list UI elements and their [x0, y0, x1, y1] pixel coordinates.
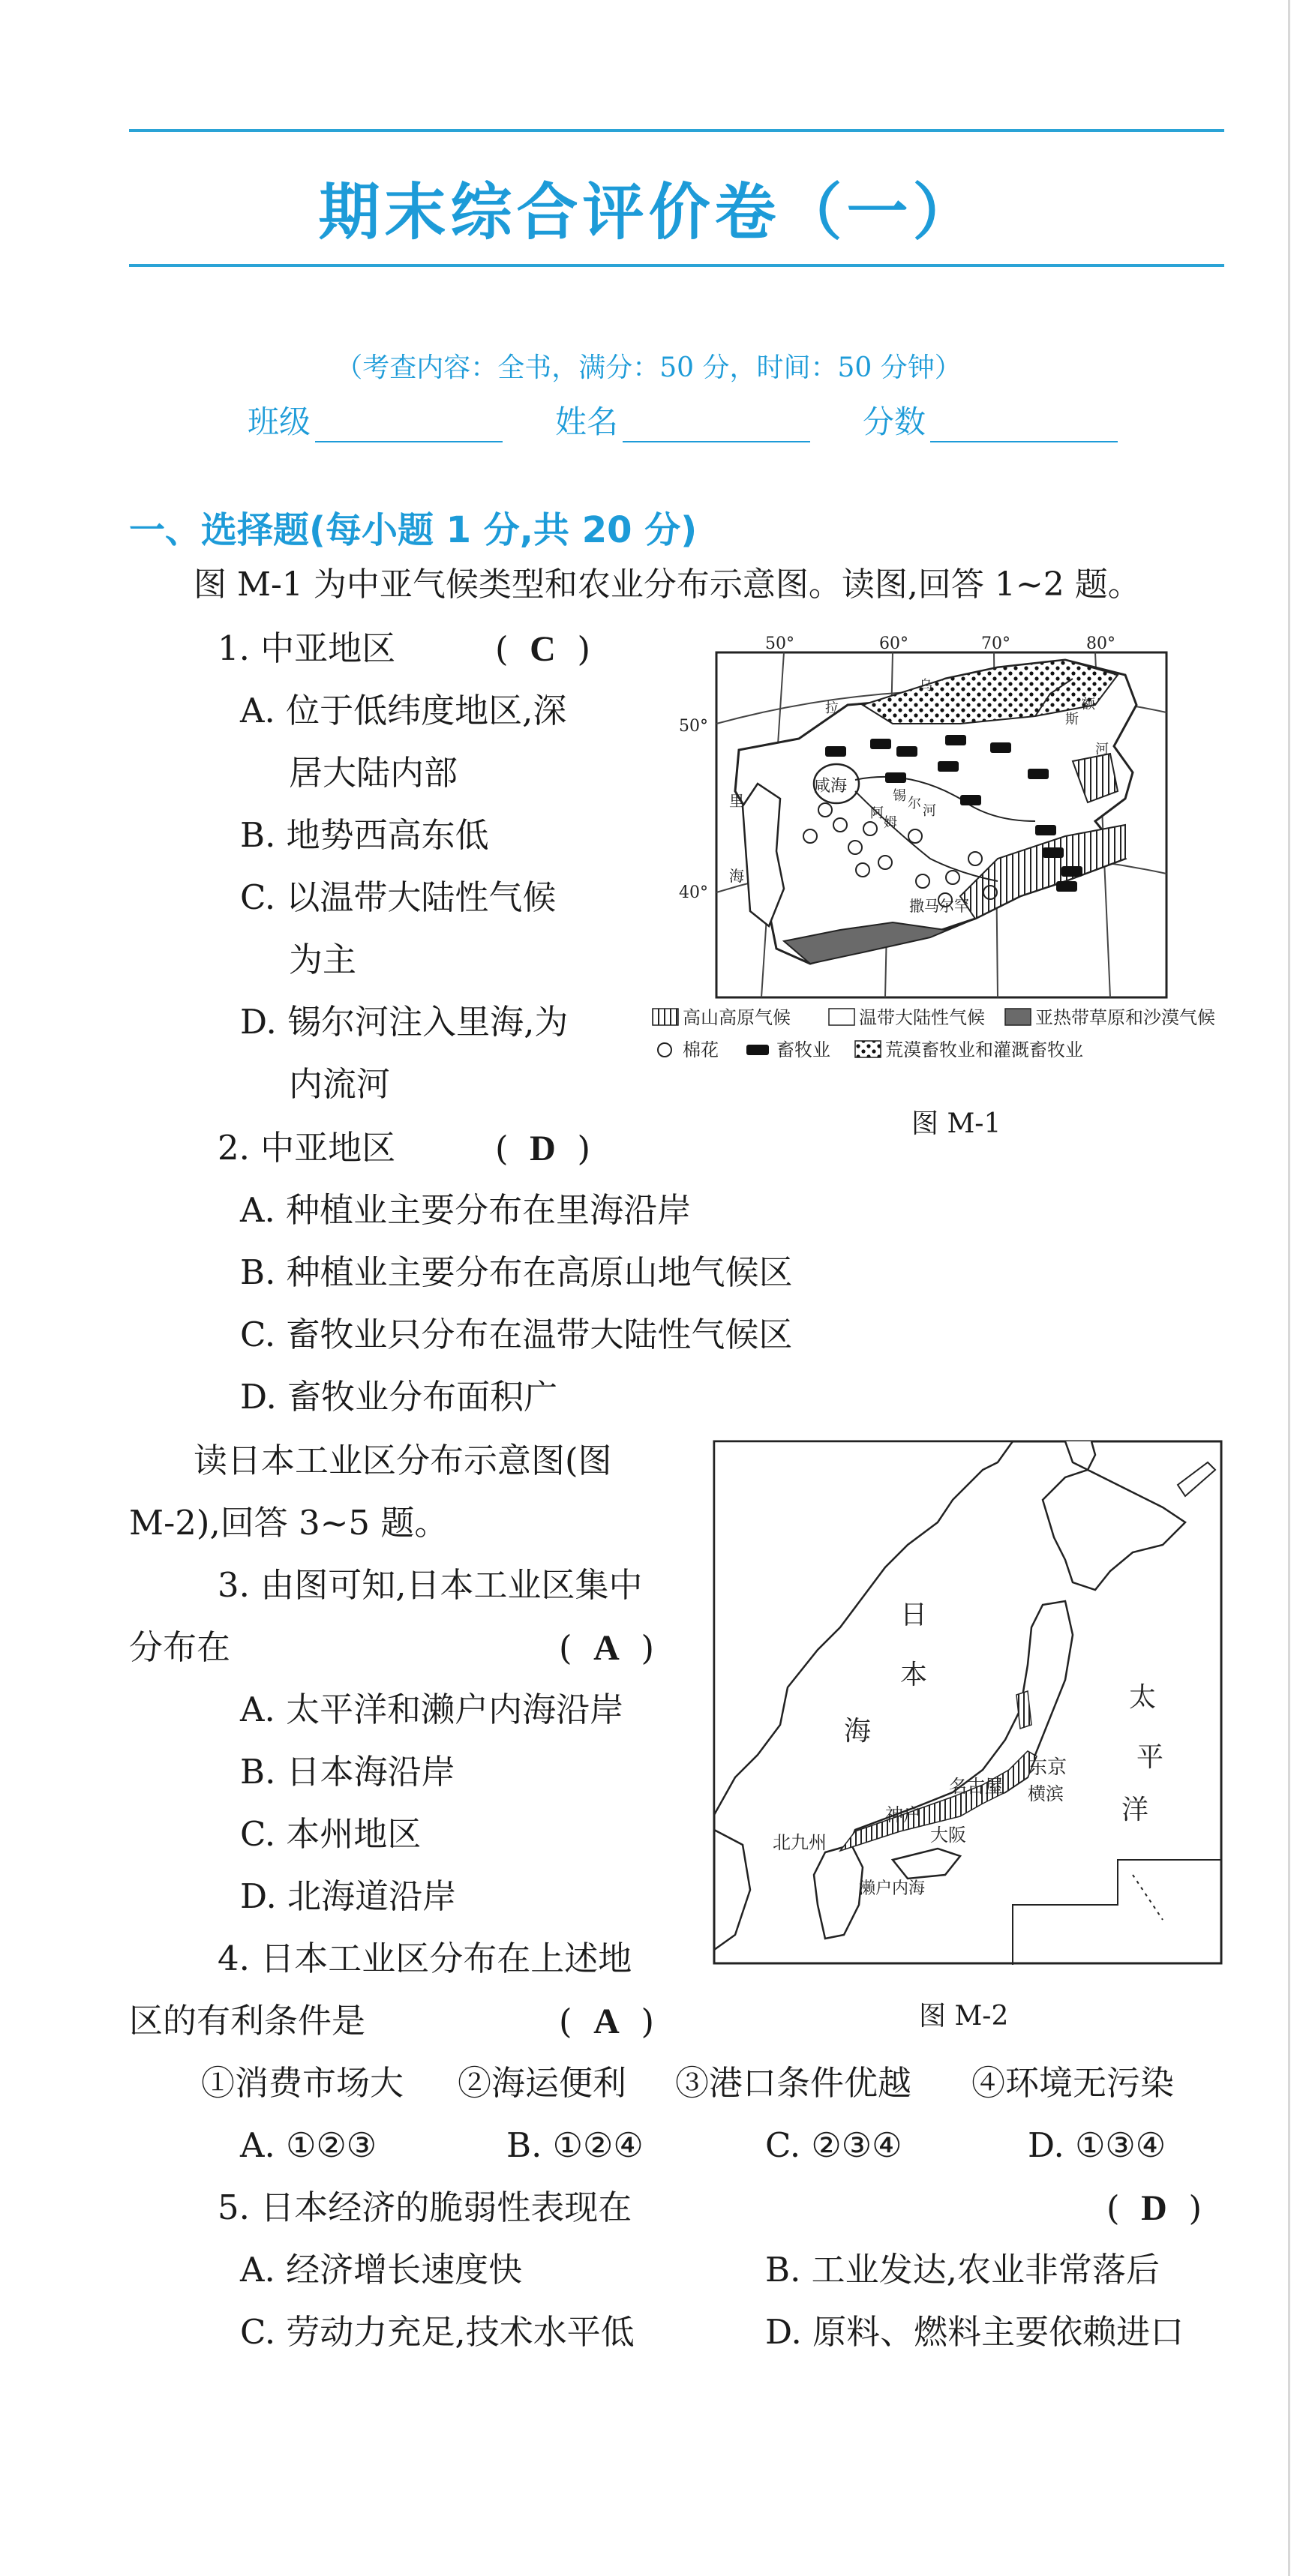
q5-option-b: B. 工业发达,农业非常落后 — [765, 2250, 1160, 2290]
lon-label-80: 80° — [1086, 634, 1115, 653]
q4-option-d: D. ①③④ — [1028, 2125, 1166, 2165]
label-kobe: 神户 — [885, 1804, 921, 1825]
japan-industry-map — [713, 1440, 1223, 1965]
q5-option-d: D. 原料、燃料主要依赖进口 — [765, 2312, 1184, 2352]
label-tokyo: 东京 — [1028, 1756, 1067, 1779]
q2-answer-bracket: ( D ) — [495, 1129, 591, 1168]
class-label: 班级 — [248, 403, 311, 440]
q3-option-d: D. 北海道沿岸 — [240, 1876, 457, 1916]
q4-statement-2: ②海运便利 — [458, 2063, 627, 2103]
lon-label-70: 70° — [981, 634, 1010, 653]
q2-option-b: B. 种植业主要分布在高原山地气候区 — [240, 1252, 793, 1292]
label-ural-1: 拉 — [825, 700, 839, 716]
q5-answer: D — [1141, 2188, 1167, 2228]
q2-option-d: D. 畜牧业分布面积广 — [240, 1377, 558, 1417]
intro-q3-q5: 读日本工业区分布示意图(图 — [194, 1441, 612, 1480]
q2-option-c: C. 畜牧业只分布在温带大陆性气候区 — [240, 1315, 793, 1354]
name-field[interactable] — [555, 397, 810, 442]
label-sea-of-japan-2: 本 — [900, 1660, 928, 1690]
legend-cotton: 棉花 — [683, 1039, 719, 1060]
name-label: 姓名 — [555, 403, 619, 440]
label-kitakyushu: 北九州 — [773, 1832, 827, 1853]
label-aral-sea: 咸海 — [814, 777, 848, 796]
label-nagoya: 名古屋 — [949, 1776, 1003, 1797]
label-seto-inland-sea: 濑户内海 — [859, 1879, 926, 1898]
caspian-sea — [743, 784, 784, 926]
q4-option-c: C. ②③④ — [765, 2125, 902, 2165]
q1-option-d-cont: 内流河 — [289, 1064, 391, 1104]
intro-q3-q5-cont: M-2),回答 3~5 题。 — [129, 1503, 449, 1543]
top-rule — [129, 129, 1224, 132]
q4-stem: 4. 日本工业区分布在上述地 — [218, 1939, 632, 1978]
lat-label-40: 40° — [679, 883, 708, 902]
legend-highland: 高山高原气候 — [683, 1007, 791, 1028]
score-field[interactable] — [863, 397, 1118, 442]
q4-answer: A — [593, 2002, 620, 2041]
q3-option-b: B. 日本海沿岸 — [240, 1752, 455, 1792]
central-asia-map — [645, 634, 1245, 1069]
section-heading: 一、选择题(每小题 1 分,共 20 分) — [129, 509, 698, 551]
name-blank[interactable] — [623, 411, 810, 442]
q5-option-c: C. 劳动力充足,技术水平低 — [240, 2312, 635, 2352]
q1-stem: 1. 中亚地区 — [218, 628, 396, 668]
q3-answer-bracket: ( A ) — [559, 1628, 655, 1668]
q4-answer-bracket: ( A ) — [559, 2002, 655, 2041]
q1-answer: C — [530, 629, 556, 669]
label-osaka: 大阪 — [930, 1825, 966, 1846]
label-yokohama: 横滨 — [1028, 1783, 1064, 1804]
q1-option-d: D. 锡尔河注入里海,为 — [240, 1002, 569, 1042]
q4-statement-1: ①消费市场大 — [201, 2063, 404, 2103]
title-rule — [129, 264, 1224, 267]
map1-legend — [653, 1007, 1215, 1060]
page-title: 期末综合评价卷（一） — [318, 177, 979, 248]
q1-answer-bracket: ( C ) — [495, 629, 591, 669]
label-irtysh-2: 额 — [1082, 697, 1095, 712]
label-ural-2: 乌 — [919, 678, 932, 694]
q3-option-a: A. 太平洋和濑户内海沿岸 — [240, 1690, 624, 1729]
lon-label-50: 50° — [765, 634, 794, 653]
label-irtysh-3: 河 — [1095, 742, 1109, 757]
label-samarkand: 撒马尔罕 — [909, 897, 969, 915]
q4-statement-4: ④环境无污染 — [971, 2063, 1175, 2103]
q4-option-a: A. ①②③ — [240, 2125, 377, 2165]
label-syr-3: 河 — [923, 803, 936, 819]
score-blank[interactable] — [930, 411, 1118, 442]
q1-option-a: A. 位于低纬度地区,深 — [240, 691, 567, 730]
intro-q1-q2: 图 M-1 为中亚气候类型和农业分布示意图。读图,回答 1~2 题。 — [194, 565, 1141, 604]
lat-label-50: 50° — [679, 717, 708, 736]
map1-caption: 图 M-1 — [911, 1108, 1001, 1139]
map2-caption: 图 M-2 — [919, 2001, 1009, 2032]
label-amu-2: 姆 — [884, 815, 897, 831]
label-syr-1: 锡 — [893, 788, 906, 804]
q2-option-a: A. 种植业主要分布在里海沿岸 — [240, 1190, 692, 1230]
q5-option-a: A. 经济增长速度快 — [240, 2250, 523, 2290]
label-irtysh-1: 斯 — [1065, 712, 1079, 727]
lon-label-60: 60° — [879, 634, 908, 653]
q3-stem-cont: 分布在 — [129, 1627, 231, 1667]
label-syr-2: 尔 — [908, 796, 921, 811]
score-label: 分数 — [863, 403, 926, 440]
q1-option-c: C. 以温带大陆性气候 — [240, 877, 557, 917]
q4-statement-3: ③港口条件优越 — [675, 2063, 912, 2103]
legend-temperate: 温带大陆性气候 — [859, 1007, 985, 1028]
q3-answer: A — [593, 1628, 620, 1668]
class-blank[interactable] — [315, 411, 503, 442]
exam-info: （考查内容：全书，满分：50 分，时间：50 分钟） — [335, 352, 962, 383]
label-pacific-1: 太 — [1129, 1682, 1157, 1713]
q3-option-c: C. 本州地区 — [240, 1814, 422, 1854]
page-edge-line — [1288, 0, 1290, 2576]
q5-stem: 5. 日本经济的脆弱性表现在 — [218, 2188, 632, 2227]
label-caspian-2: 海 — [729, 867, 744, 885]
q1-option-a-cont: 居大陆内部 — [289, 753, 458, 793]
q2-stem: 2. 中亚地区 — [218, 1128, 396, 1168]
q1-option-c-cont: 为主 — [289, 940, 357, 979]
legend-livestock: 畜牧业 — [776, 1039, 830, 1060]
legend-subtropical: 亚热带草原和沙漠气候 — [1035, 1007, 1215, 1028]
label-sea-of-japan-3: 海 — [844, 1716, 872, 1747]
q5-answer-bracket: ( D ) — [1106, 2188, 1202, 2228]
label-amu-1: 阿 — [870, 805, 884, 821]
legend-desert-grazing: 荒漠畜牧业和灌溉畜牧业 — [885, 1039, 1083, 1060]
q4-option-b: B. ①②④ — [506, 2125, 644, 2165]
label-pacific-3: 洋 — [1121, 1795, 1149, 1825]
class-field[interactable] — [248, 397, 503, 442]
label-pacific-2: 平 — [1136, 1742, 1164, 1773]
label-sea-of-japan-1: 日 — [900, 1600, 928, 1630]
q1-option-b: B. 地势西高东低 — [240, 815, 489, 855]
q4-stem-cont: 区的有利条件是 — [129, 2001, 366, 2041]
q3-stem: 3. 由图可知,日本工业区集中 — [218, 1565, 643, 1605]
label-caspian-1: 里 — [729, 792, 744, 810]
q2-answer: D — [530, 1129, 556, 1168]
